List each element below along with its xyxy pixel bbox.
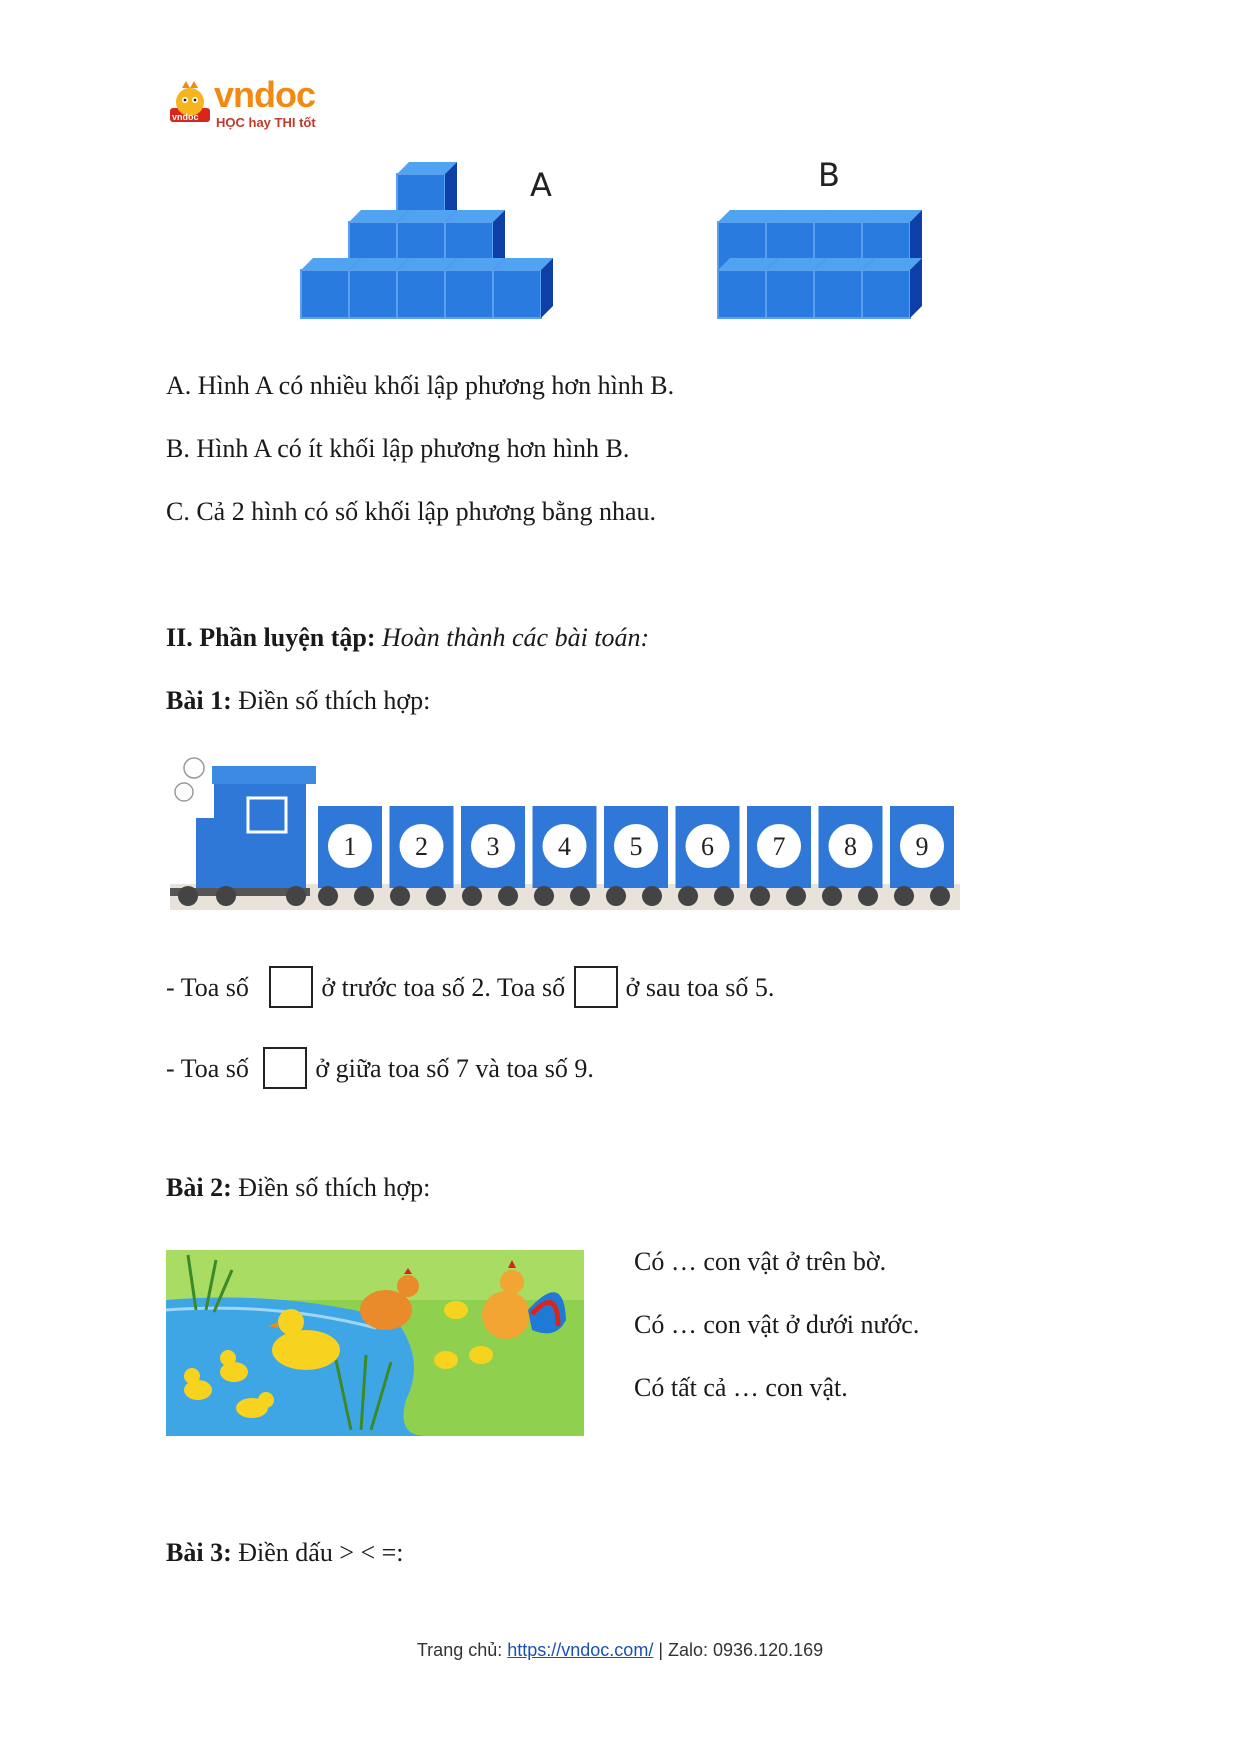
bai2-line-2: Có … con vật ở dưới nước. [634, 1310, 920, 1339]
bai1-line1-p3: ở sau toa số 5. [625, 973, 775, 1002]
wagon-1 [318, 806, 382, 888]
wagon-number: 8 [844, 832, 857, 861]
logo-brand: vndoc [214, 74, 316, 115]
bai2-line-1: Có … con vật ở trên bờ. [634, 1247, 887, 1276]
wagon-7 [747, 806, 811, 888]
option-c: C. Cả 2 hình có số khối lập phương bằng nhau. [166, 497, 657, 526]
page-footer [0, 1640, 1240, 1661]
footer-prefix: Trang chủ: [416, 1640, 508, 1660]
wagon-number: 2 [415, 832, 428, 861]
wagon-4 [533, 806, 597, 888]
bai1-label: Bài 1: [166, 686, 232, 715]
train-illustration [170, 752, 960, 912]
wagon-9 [890, 806, 954, 888]
section-subtitle: Hoàn thành các bài toán: [382, 623, 650, 652]
answer-box-3[interactable] [263, 1047, 307, 1089]
bai1-line2-p2: ở giữa toa số 7 và toa số 9. [315, 1054, 594, 1083]
bai3-text: Điền dấu > < =: [238, 1538, 404, 1567]
vndoc-logo[interactable] [166, 74, 326, 136]
wagon-8 [819, 806, 883, 888]
wagon-number: 4 [558, 832, 571, 861]
section-title: II. Phần luyện tập: [166, 623, 376, 652]
wagon-6 [676, 806, 740, 888]
bai3-label: Bài 3: [166, 1538, 232, 1567]
figure-a [301, 162, 553, 318]
bai1-line1-p1: - Toa số [166, 973, 249, 1002]
wagon-2 [390, 806, 454, 888]
bai1-line1 [166, 966, 774, 1008]
bai1-line1-p2: ở trước toa số 2. Toa số [321, 973, 566, 1002]
answer-box-1[interactable] [269, 966, 313, 1008]
wagon-number: 3 [486, 832, 500, 861]
wagon-number: 7 [772, 832, 786, 861]
wagon-number: 6 [701, 832, 714, 861]
wagon-5 [604, 806, 668, 888]
bai1-line2-p1: - Toa số [166, 1054, 249, 1083]
cube-figures [290, 150, 970, 340]
figure-b [718, 210, 922, 318]
pond-illustration [166, 1250, 584, 1436]
figure-a-label: A [530, 166, 552, 204]
logo-tagline: HỌC hay THI tốt [216, 115, 316, 130]
bai1-text: Điền số thích hợp: [238, 686, 431, 715]
option-b: B. Hình A có ít khối lập phương hơn hình B. [166, 434, 630, 463]
bai1-line2 [166, 1047, 594, 1089]
answer-box-2[interactable] [574, 966, 618, 1008]
wagon-3 [461, 806, 525, 888]
section-heading [166, 622, 649, 654]
footer-suffix: | Zalo: 0936.120.169 [653, 1640, 824, 1660]
bai3-title [166, 1537, 404, 1569]
bai1-title [166, 685, 430, 717]
wagon-number: 9 [915, 832, 929, 861]
bai2-title [166, 1172, 430, 1204]
logo-mascot-icon [166, 80, 214, 132]
footer-link[interactable]: https://vndoc.com/ [507, 1640, 654, 1660]
wagon-number: 5 [629, 832, 643, 861]
bai2-line-3: Có tất cả … con vật. [634, 1373, 848, 1402]
logo-badge: vndoc [172, 112, 199, 122]
bai2-text: Điền số thích hợp: [238, 1173, 431, 1202]
wagon-number: 1 [343, 832, 357, 861]
bai2-label: Bài 2: [166, 1173, 232, 1202]
figure-b-label: B [818, 156, 840, 194]
option-a: A. Hình A có nhiều khối lập phương hơn hình B. [166, 371, 675, 400]
